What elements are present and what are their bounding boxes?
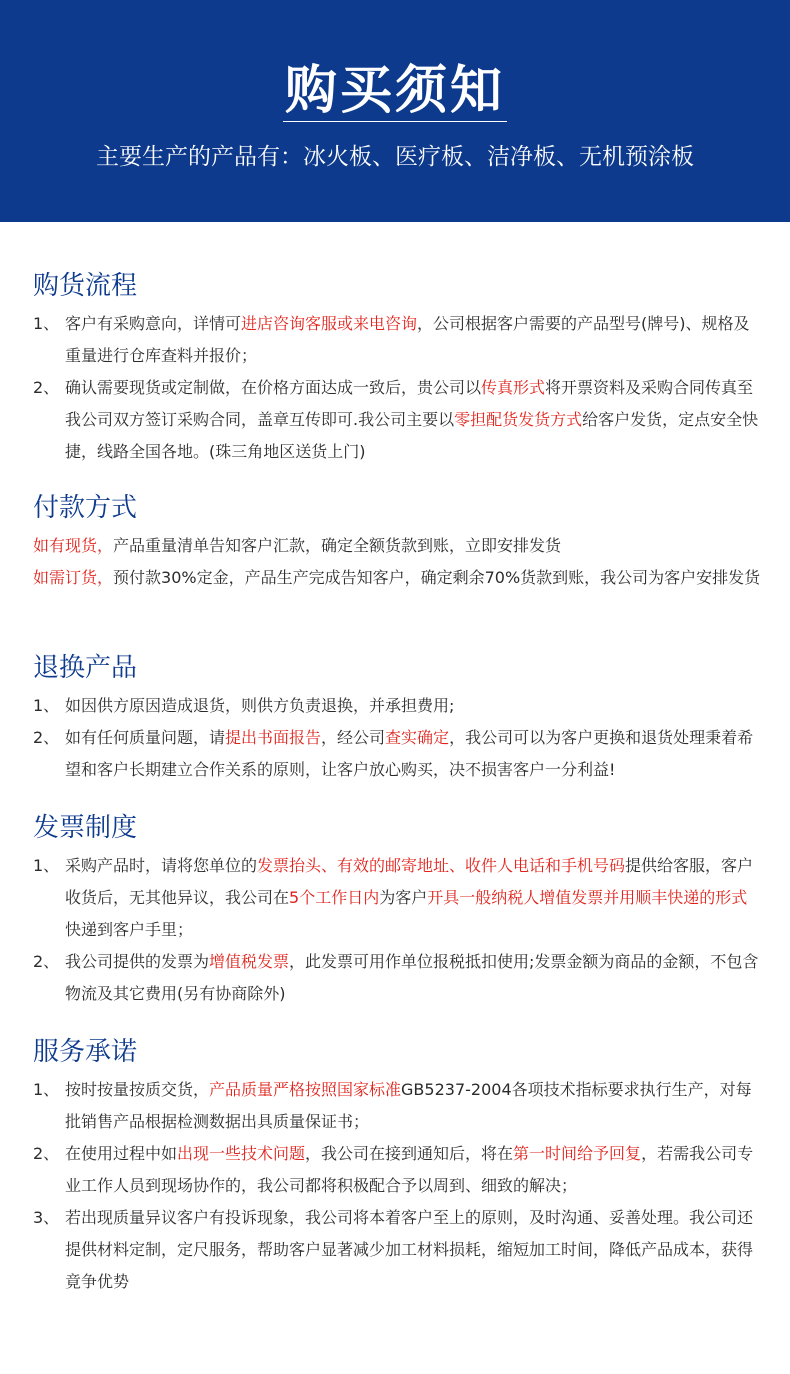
item-number: 2、: [33, 378, 60, 397]
header-banner: [0, 0, 790, 222]
service-item-3: [33, 1202, 763, 1298]
section-returns: [33, 650, 763, 786]
highlight-segment: 传真形式: [481, 378, 546, 397]
text-segment: 按时按量按质交货，: [65, 1080, 210, 1099]
product-list-subtitle: 主要生产的产品有：冰火板、医疗板、洁净板、无机预涂板: [96, 144, 694, 170]
text-segment: ，公司根据客户需要的产品型号(牌号)、规格及重量进行仓库查料并报价；: [65, 314, 750, 365]
text-segment: ，若需我公司专业工作人员到现场协作的，我公司都将积极配合予以周到、细致的解决；: [65, 1144, 754, 1195]
item-number: 1、: [33, 696, 60, 715]
section-title: 付款方式: [33, 493, 138, 523]
item-number: 2、: [33, 952, 60, 971]
item-number: 2、: [33, 728, 60, 747]
item-number: 3、: [33, 1208, 60, 1227]
highlight-segment: 进店咨询客服或来电咨询: [241, 314, 418, 333]
item-text: [33, 722, 763, 786]
purchase-step-2: [33, 372, 763, 468]
item-text: [33, 850, 763, 946]
item-text: [33, 946, 763, 1010]
section-invoice: [33, 810, 763, 1010]
highlight-segment: 如有现货，: [33, 536, 114, 555]
section-service-commitment: [33, 1034, 763, 1298]
highlight-segment: 如需订货，: [33, 568, 114, 587]
invoice-item-2: [33, 946, 763, 1010]
highlight-segment: 第一时间给予回复: [513, 1144, 642, 1163]
payment-custom-order: [33, 562, 763, 594]
text-segment: 将开票资料及采购合同传真至我公司双方签订采购合同，盖章互传即可.我公司主要以: [65, 378, 754, 429]
highlight-segment: 产品质量严格按照国家标准: [209, 1080, 402, 1099]
item-text: [33, 1202, 763, 1298]
payment-in-stock: [33, 530, 763, 562]
highlight-segment: 零担配货发货方式: [454, 410, 583, 429]
text-segment: GB5237-2004各项技术指标要求执行生产，对每批销售产品根据检测数据出具质量保证书；: [65, 1080, 752, 1131]
highlight-segment: 查实确定: [385, 728, 450, 747]
text-segment: 快递到客户手里；: [65, 920, 194, 939]
section-payment-method: [33, 490, 763, 594]
item-text: [33, 308, 763, 372]
section-title: 购货流程: [33, 271, 138, 301]
section-purchase-process: [33, 268, 763, 468]
returns-item-1: [33, 690, 763, 722]
section-title: 发票制度: [33, 813, 138, 843]
highlight-segment: 提出书面报告: [225, 728, 322, 747]
title-divider: [283, 121, 507, 122]
text-segment: ，此发票可用作单位报税抵扣使用;发票金额为商品的金额，不包含物流及其它费用(另有协商除外): [65, 952, 759, 1003]
item-text: [33, 372, 763, 468]
text-segment: 确认需要现货或定制做，在价格方面达成一致后，贵公司以: [65, 378, 482, 397]
text-segment: 如有任何质量问题，请: [65, 728, 226, 747]
text-segment: 如因供方原因造成退货，则供方负责退换，并承担费用;: [65, 696, 455, 715]
text-segment: 为客户: [379, 888, 428, 907]
highlight-segment: 开具一般纳税人增值发票并用顺丰快递的形式: [427, 888, 748, 907]
text-segment: 给客户发货，定点安全快捷，线路全国各地。(珠三角地区送货上门): [65, 410, 759, 461]
page-title: 购买须知: [284, 61, 505, 121]
text-segment: 在使用过程中如: [65, 1144, 178, 1163]
text-segment: 若出现质量异议客户有投诉现象，我公司将本着客户至上的原则，及时沟通、妥善处理。我公司还提供材料定制，定尺服务，帮助客户显著减少加工材料损耗，缩短加工时间，降低产品成本，获得竟争优势: [65, 1208, 754, 1291]
item-number: 1、: [33, 314, 60, 333]
item-text: [33, 1138, 763, 1202]
service-item-1: [33, 1074, 763, 1138]
text-segment: 我公司提供的发票为: [65, 952, 210, 971]
text-segment: 产品重量清单告知客户汇款，确定全额货款到账，立即安排发货: [113, 536, 562, 555]
text-segment: ，经公司: [321, 728, 386, 747]
item-number: 1、: [33, 1080, 60, 1099]
item-number: 2、: [33, 1144, 60, 1163]
text-segment: 提供给客服，客户收货后，无其他异议，我公司在: [65, 856, 754, 907]
item-text: [33, 1074, 763, 1138]
item-text: [33, 690, 763, 722]
text-segment: 采购产品时，请将您单位的: [65, 856, 258, 875]
highlight-segment: 增值税发票: [209, 952, 290, 971]
highlight-segment: 5个工作日内: [289, 888, 380, 907]
invoice-item-1: [33, 850, 763, 946]
item-number: 1、: [33, 856, 60, 875]
text-segment: 客户有采购意向，详情可: [65, 314, 242, 333]
returns-item-2: [33, 722, 763, 786]
text-segment: 预付款30%定金，产品生产完成告知客户，确定剩余70%货款到账，我公司为客户安排发货: [113, 568, 761, 587]
service-item-2: [33, 1138, 763, 1202]
highlight-segment: 发票抬头、有效的邮寄地址、收件人电话和手机号码: [257, 856, 626, 875]
section-title: 服务承诺: [33, 1037, 138, 1067]
highlight-segment: 出现一些技术问题: [177, 1144, 306, 1163]
text-segment: ，我公司在接到通知后，将在: [305, 1144, 514, 1163]
purchase-step-1: [33, 308, 763, 372]
text-segment: ，我公司可以为客户更换和退货处理秉着希望和客户长期建立合作关系的原则，让客户放心购买，决不损害客户一分利益!: [65, 728, 754, 779]
section-title: 退换产品: [33, 653, 138, 683]
